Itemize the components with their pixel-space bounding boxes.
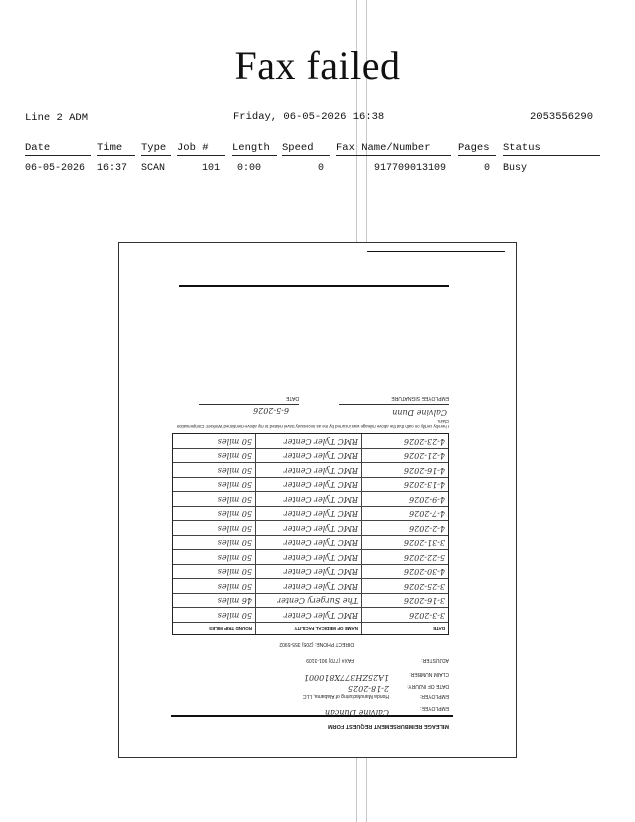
col-header: Time bbox=[97, 142, 123, 154]
mileage-row bbox=[173, 594, 448, 609]
mileage-row bbox=[173, 609, 448, 624]
page-title: Fax failed bbox=[234, 43, 401, 88]
signature-label: EMPLOYEE SIGNATURE bbox=[391, 395, 449, 401]
mileage-miles: 50 miles bbox=[173, 449, 256, 463]
date-line bbox=[199, 404, 299, 405]
mileage-miles: 50 miles bbox=[173, 522, 256, 536]
mileage-miles: 50 miles bbox=[173, 536, 256, 550]
mileage-date: 5-22-2026 bbox=[403, 552, 445, 562]
mileage-form bbox=[174, 351, 449, 731]
injury-date-value: 2-18-2025 bbox=[347, 684, 389, 693]
mileage-row bbox=[173, 493, 448, 508]
employee-label: EMPLOYEE: bbox=[420, 705, 449, 711]
table-cell: 101 bbox=[201, 163, 220, 174]
table-cell: 0:00 bbox=[237, 163, 262, 174]
col-header: Date bbox=[25, 142, 51, 154]
mileage-row bbox=[173, 478, 448, 493]
mileage-facility: RMC Tyler Center bbox=[256, 507, 362, 521]
fax-line: Line 2 ADM bbox=[25, 112, 89, 124]
mileage-date: 4-30-2026 bbox=[403, 567, 445, 577]
mileage-miles: 50 miles bbox=[173, 580, 256, 594]
header-underline bbox=[503, 155, 600, 156]
claim-number-label: CLAIM NUMBER: bbox=[409, 671, 449, 677]
mileage-row bbox=[173, 551, 448, 566]
form-title: MILEAGE REIMBURSEMENT REQUEST FORM bbox=[327, 723, 449, 729]
signature-date-value: 6-5-2026 bbox=[253, 406, 289, 415]
mileage-date: 4-9-2026 bbox=[409, 494, 445, 504]
col-header: Pages bbox=[458, 142, 490, 154]
mileage-facility: RMC Tyler Center bbox=[256, 536, 362, 550]
mileage-miles: 50 miles bbox=[173, 435, 256, 449]
mileage-row bbox=[173, 435, 448, 450]
mileage-facility: RMC Tyler Center bbox=[256, 551, 362, 565]
scan-rule bbox=[179, 285, 449, 287]
employer-label: EMPLOYER: bbox=[419, 693, 449, 699]
mileage-miles: 50 miles bbox=[173, 565, 256, 579]
header-underline bbox=[458, 155, 496, 156]
mileage-miles: 50 miles bbox=[173, 609, 256, 623]
mileage-table bbox=[172, 434, 449, 636]
table-cell: 917709013109 bbox=[373, 163, 446, 174]
mileage-date: 4-16-2026 bbox=[403, 465, 445, 475]
mileage-date: 4-2-2026 bbox=[409, 523, 445, 533]
mileage-facility: RMC Tyler Center bbox=[256, 609, 362, 623]
mileage-row bbox=[173, 507, 448, 522]
table-cell: SCAN bbox=[141, 163, 166, 174]
col-header: Job # bbox=[177, 142, 209, 154]
table-cell: 06-05-2026 bbox=[25, 163, 86, 174]
employer-value: Honda Manufacturing of Alabama, LLC bbox=[302, 693, 389, 699]
miles-col-header: ROUND TRIP MILES bbox=[173, 623, 256, 634]
col-header: Fax Name/Number bbox=[336, 142, 431, 154]
fax-datetime: Friday, 06-05-2026 16:38 bbox=[233, 111, 385, 123]
table-cell: 0 bbox=[317, 163, 324, 174]
adjuster-fax: FAX# (770) 901-3109 bbox=[306, 657, 354, 663]
mileage-facility: RMC Tyler Center bbox=[256, 522, 362, 536]
fax-number: 2053556290 bbox=[530, 111, 594, 123]
mileage-facility: RMC Tyler Center bbox=[256, 435, 362, 449]
mileage-row bbox=[173, 580, 448, 595]
certify-text: I hereby certify on oath that the above mileage was incurred by me as necessary travel related to my above-mentioned Workers' Compensation Claim. bbox=[176, 419, 449, 429]
mileage-facility: RMC Tyler Center bbox=[256, 580, 362, 594]
facility-col-header: NAME OF MEDICAL FACILITY bbox=[256, 623, 362, 634]
mileage-date: 4-7-2026 bbox=[409, 509, 445, 519]
mileage-date: 4-23-2026 bbox=[403, 436, 445, 446]
col-header: Status bbox=[503, 142, 541, 154]
employee-value: Calvine Duncan bbox=[324, 708, 389, 717]
injury-date-label: DATE OF INJURY: bbox=[407, 683, 449, 689]
signature-line bbox=[339, 404, 449, 405]
scanned-document bbox=[118, 242, 517, 758]
signature-date-label: DATE bbox=[286, 395, 299, 401]
mileage-row bbox=[173, 565, 448, 580]
header-underline bbox=[177, 155, 225, 156]
col-header: Type bbox=[141, 142, 167, 154]
table-cell: 16:37 bbox=[97, 163, 128, 174]
mileage-facility: RMC Tyler Center bbox=[256, 478, 362, 492]
mileage-date: 3-31-2026 bbox=[403, 538, 445, 548]
mileage-table-header bbox=[173, 623, 448, 634]
mileage-date: 4-21-2026 bbox=[403, 451, 445, 461]
header-underline bbox=[97, 155, 135, 156]
date-col-header: DATE bbox=[433, 626, 445, 631]
header-underline bbox=[25, 155, 91, 156]
mileage-date: 4-13-2026 bbox=[403, 480, 445, 490]
table-cell: 0 bbox=[483, 163, 490, 174]
header-underline bbox=[282, 155, 330, 156]
col-header: Length bbox=[232, 142, 270, 154]
mileage-facility: RMC Tyler Center bbox=[256, 449, 362, 463]
mileage-date: 3-25-2026 bbox=[403, 581, 445, 591]
header-underline bbox=[232, 155, 277, 156]
mileage-date: 3-3-2026 bbox=[409, 610, 445, 620]
mileage-miles: 50 miles bbox=[173, 478, 256, 492]
mileage-row bbox=[173, 449, 448, 464]
mileage-facility: RMC Tyler Center bbox=[256, 464, 362, 478]
header-underline bbox=[336, 155, 451, 156]
table-cell: Busy bbox=[503, 163, 528, 174]
mileage-miles: 50 miles bbox=[173, 493, 256, 507]
mileage-miles: 50 miles bbox=[173, 507, 256, 521]
mileage-facility: RMC Tyler Center bbox=[256, 493, 362, 507]
adjuster-phone: DIRECT PHONE: (205) 355-5902 bbox=[279, 641, 354, 647]
claim-number-value: 1A25ZH377X810001 bbox=[303, 673, 389, 682]
signature-value: Calvine Dunn bbox=[392, 408, 447, 417]
adjuster-label: ADJUSTER: bbox=[421, 657, 449, 663]
mileage-facility: RMC Tyler Center bbox=[256, 565, 362, 579]
mileage-miles: 46 miles bbox=[173, 594, 256, 608]
mileage-date: 3-16-2026 bbox=[403, 596, 445, 606]
col-header: Speed bbox=[282, 142, 314, 154]
mileage-facility: The Surgery Center bbox=[256, 594, 362, 608]
mileage-miles: 50 miles bbox=[173, 551, 256, 565]
mileage-row bbox=[173, 536, 448, 551]
scan-rule bbox=[367, 251, 505, 252]
mileage-row bbox=[173, 464, 448, 479]
mileage-miles: 50 miles bbox=[173, 464, 256, 478]
header-underline bbox=[141, 155, 171, 156]
mileage-row bbox=[173, 522, 448, 537]
